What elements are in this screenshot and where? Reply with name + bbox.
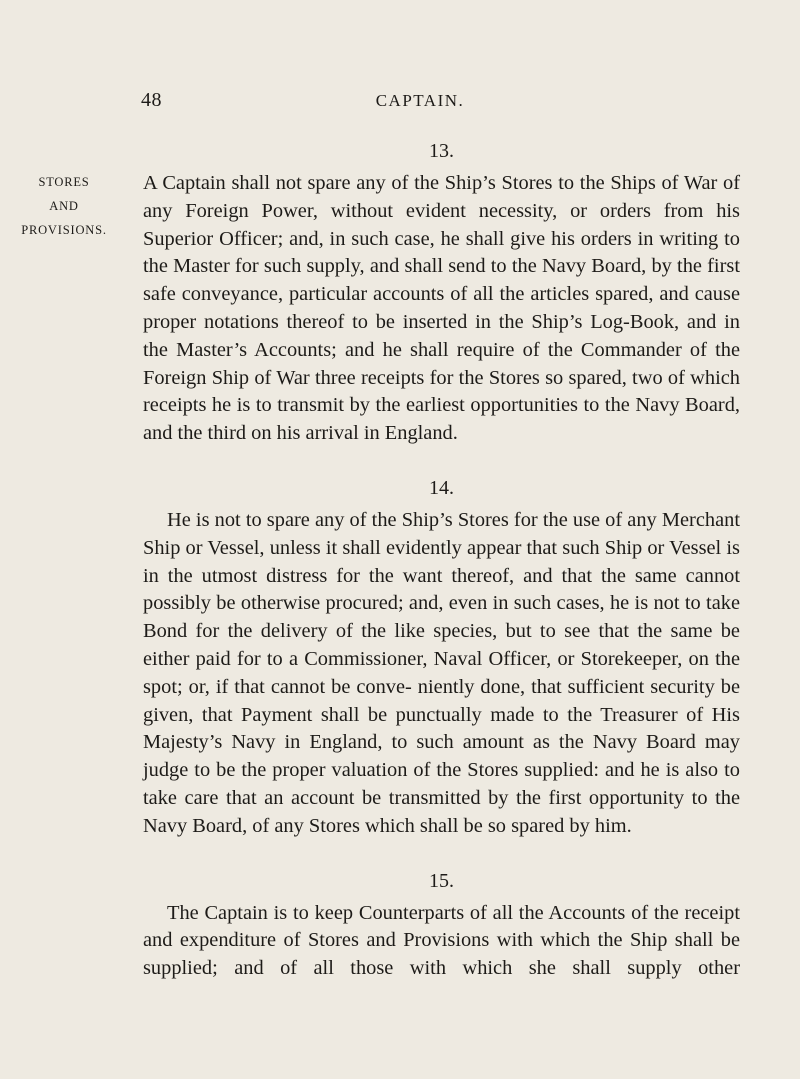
section-number: 14. [429, 476, 454, 499]
body-text [143, 138, 740, 983]
section-paragraph: The Captain is to keep Counterparts of all the Accounts of the receipt and expenditure of Stores and Provisions with which the Ship shall be supplied; and of all those with which she shall supply other [143, 901, 740, 980]
section-13 [143, 138, 740, 448]
section-15 [143, 868, 740, 983]
margin-note-line: AND [49, 199, 79, 213]
section-number: 13. [429, 140, 454, 162]
margin-note [14, 170, 114, 242]
section-paragraph: A Captain shall not spare any of the Ship’s Stores to the Ships of War of any Foreign Power, without evident necessity, or orders from his Superior Officer; and, in such case, he shall give his orders in writing to the Master for such supply, and shall send to the Navy Board, by the first safe conveyance, particular accounts of all the articles spared, and cause proper notations thereof to be inserted in the Ship’s Log-Book, and in the Master’s Accounts; and he shall require of the Commander of the Foreign Ship of War three receipts for the Stores so spared, two of which receipts he is to transmit by the earliest opportunities to the Navy Board, and the third on his arrival in England. [143, 172, 740, 445]
section-number: 15. [429, 869, 454, 892]
section-paragraph: He is not to spare any of the Ship’s Stores for the use of any Merchant Ship or Vessel, unless it shall evidently appear that such Ship or Vessel is in the utmost distress for the want thereof, and that the same cannot possibly be otherwise procured; and, even in such cases, he is not to take Bond for the delivery of the like species, but to see that the same be either paid for to a Commissioner, Naval Officer, or Storekeeper, on the spot; or, if that cannot be conve- niently done, that sufficient security be given, that Payment shall be punctually made to the Treasurer of His Majesty’s Navy in England, to such amount as the Navy Board may judge to be the proper valuation of the Stores supplied: and he is also to take care that an account be transmitted by the first opportunity to the Navy Board, of any Stores which shall be so spared by him. [143, 508, 740, 837]
margin-note-line: STORES [38, 175, 90, 189]
section-14 [143, 475, 740, 841]
margin-note-line: PROVISIONS. [21, 223, 107, 237]
page-number: 48 [141, 89, 162, 111]
running-head: CAPTAIN. [375, 91, 465, 110]
